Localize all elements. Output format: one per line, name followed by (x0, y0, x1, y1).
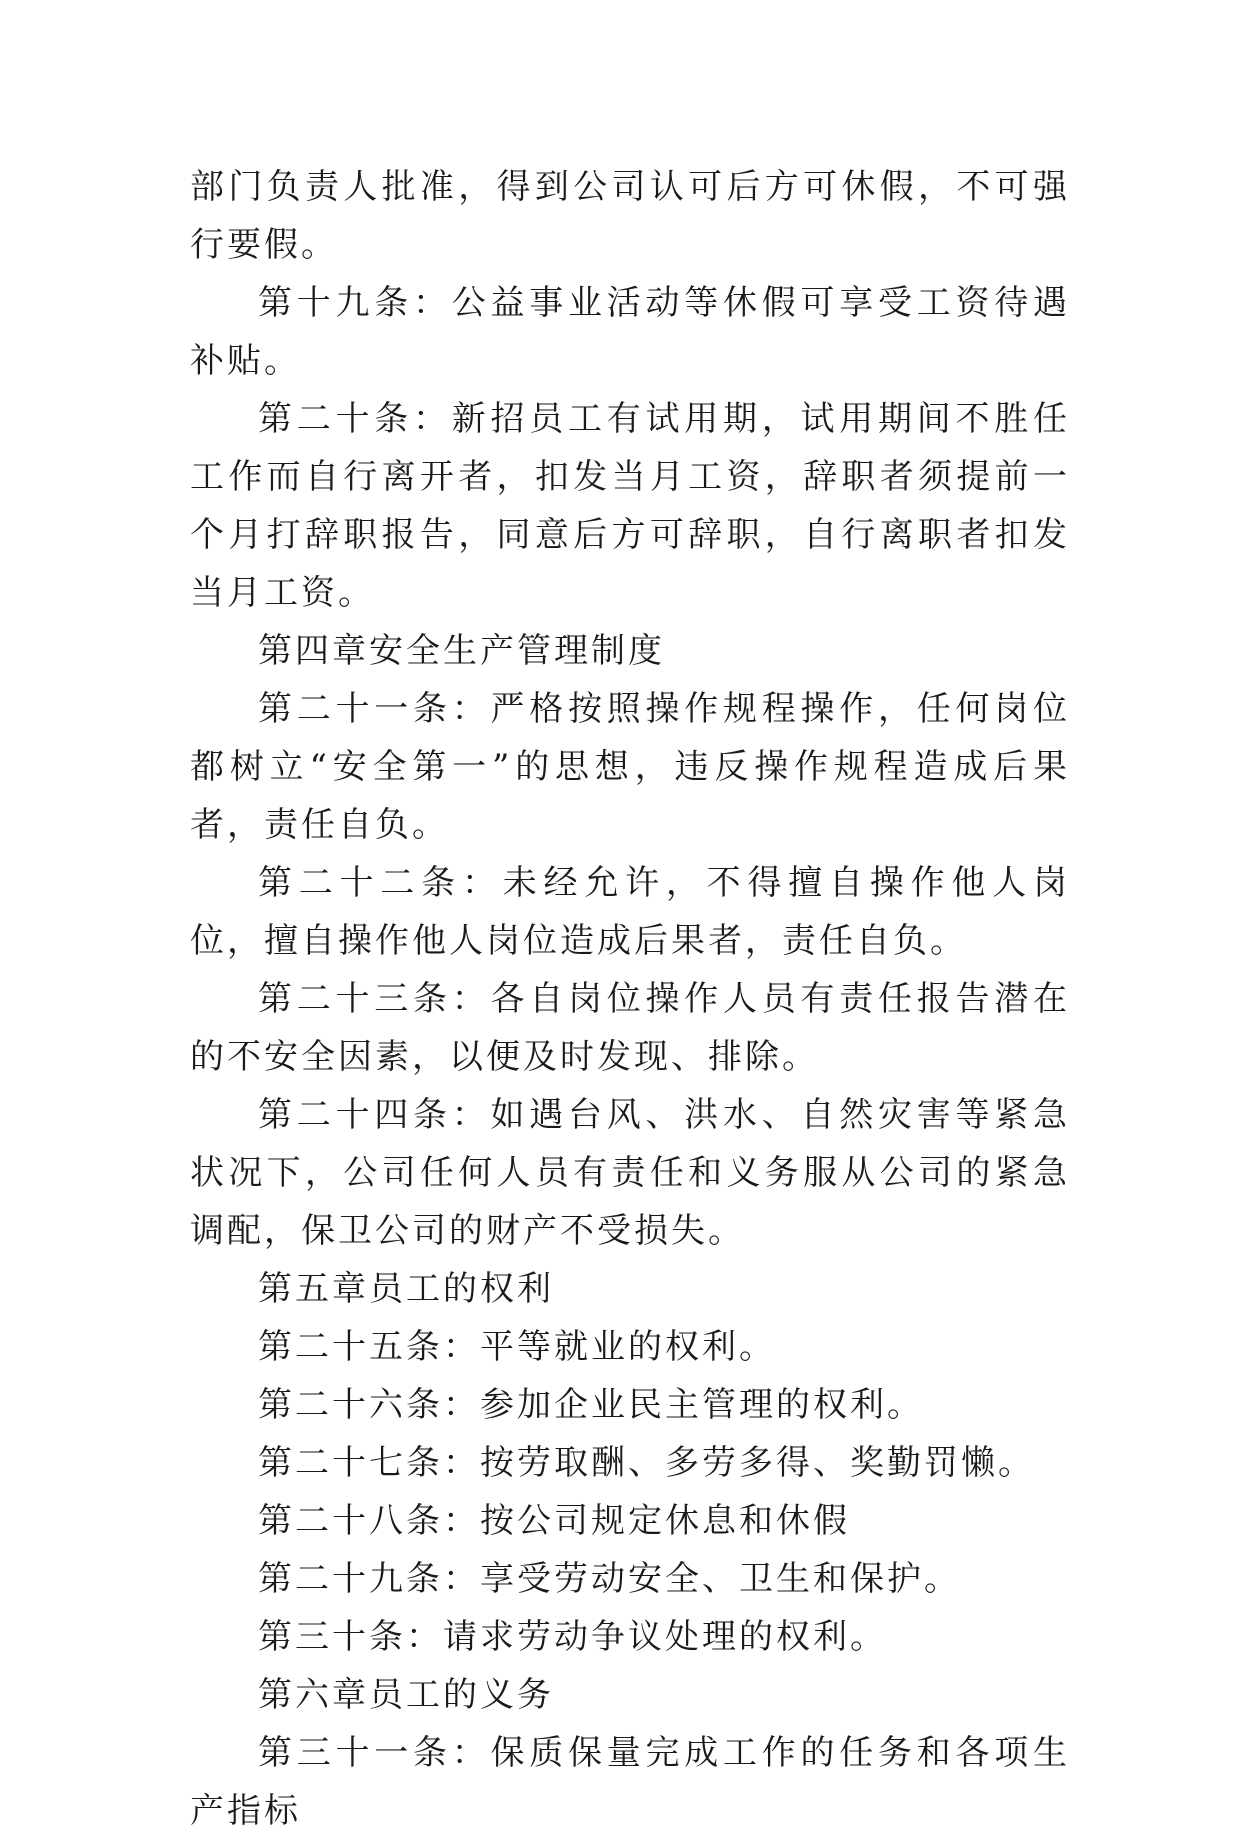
article-25: 第二十五条：平等就业的权利。 (258, 1327, 776, 1367)
article-19: 第十九条：公益事业活动等休假可享受工资待遇补贴。 (190, 283, 1070, 381)
article-30: 第三十条：请求劳动争议处理的权利。 (258, 1617, 887, 1657)
chapter-5-heading: 第五章员工的权利 (258, 1269, 554, 1309)
article-28: 第二十八条：按公司规定休息和休假 (258, 1501, 850, 1541)
article-24: 第二十四条：如遇台风、洪水、自然灾害等紧急状况下，公司任何人员有责任和义务服从公司的紧急调配，保卫公司的财产不受损失。 (190, 1095, 1070, 1251)
article-27: 第二十七条：按劳取酬、多劳多得、奖勤罚懒。 (258, 1443, 1035, 1483)
article-26: 第二十六条：参加企业民主管理的权利。 (258, 1385, 924, 1425)
document-body (190, 158, 1070, 1840)
article-23: 第二十三条：各自岗位操作人员有责任报告潜在的不安全因素，以便及时发现、排除。 (190, 979, 1070, 1077)
chapter-4-heading: 第四章安全生产管理制度 (258, 631, 665, 671)
article-20: 第二十条：新招员工有试用期，试用期间不胜任工作而自行离开者，扣发当月工资，辞职者须提前一个月打辞职报告，同意后方可辞职，自行离职者扣发当月工资。 (190, 399, 1070, 613)
chapter-6-heading: 第六章员工的义务 (258, 1675, 554, 1715)
article-21: 第二十一条：严格按照操作规程操作，任何岗位都树立“安全第一”的思想，违反操作规程造成后果者，责任自负。 (190, 689, 1070, 845)
article-29: 第二十九条：享受劳动安全、卫生和保护。 (258, 1559, 961, 1599)
article-31: 第三十一条：保质保量完成工作的任务和各项生产指标 (190, 1733, 1070, 1831)
article-22: 第二十二条：未经允许，不得擅自操作他人岗位，擅自操作他人岗位造成后果者，责任自负。 (190, 863, 1070, 961)
paragraph-continuation: 部门负责人批准，得到公司认可后方可休假，不可强行要假。 (190, 167, 1070, 265)
